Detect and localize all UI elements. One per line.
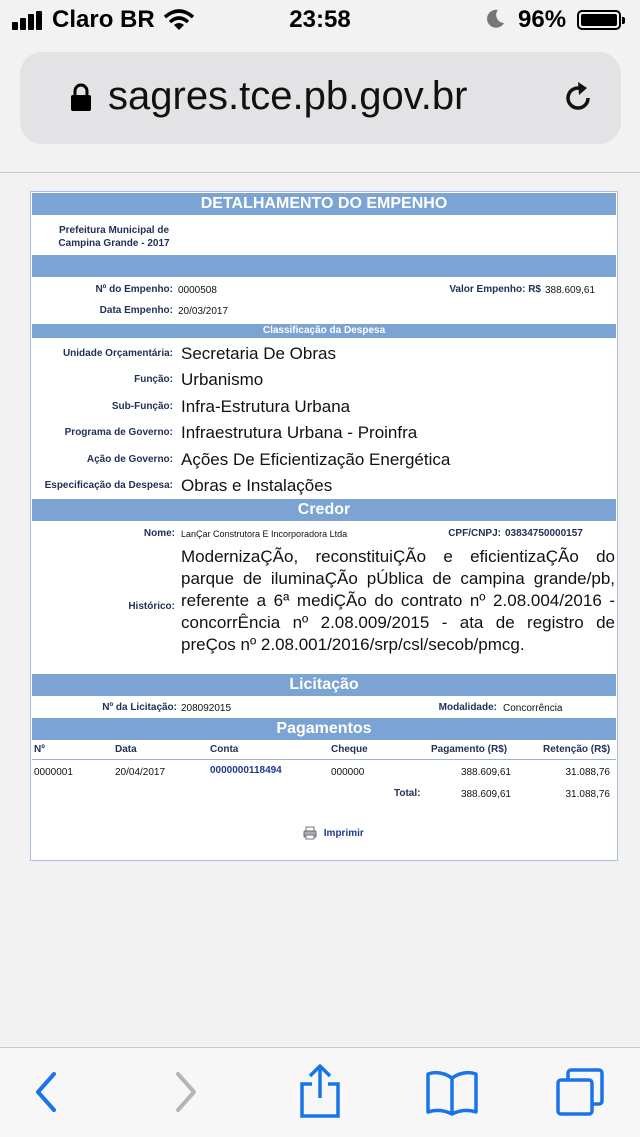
clock: 23:58 [289,6,351,33]
bidding-number: 208092015 [181,703,232,714]
address-bar[interactable] [20,52,621,144]
function-label: Função: [134,374,173,385]
empenho-panel [30,191,618,861]
page-title: DETALHAMENTO DO EMPENHO [32,193,616,215]
expense-spec-value: Obras e Instalações [181,476,333,495]
creditor-header: Credor [32,499,616,521]
payment-retention: 31.088,76 [565,767,610,778]
forward-icon[interactable] [172,1070,200,1114]
payment-number: 0000001 [34,767,73,778]
empenho-number-label: Nº do Empenho: [95,284,173,295]
carrier-name: Claro BR [52,6,155,33]
bidding-header: Licitação [32,674,616,696]
modality-value: Concorrência [503,703,563,714]
total-payment: 388.609,61 [460,789,511,800]
subfunction-value: Infra-Estrutura Urbana [181,397,351,416]
battery-icon [577,10,621,30]
classification-header: Classificação da Despesa [32,324,616,338]
payments-header: Pagamentos [32,718,616,740]
creditor-name-label: Nome: [143,528,175,539]
bookmarks-icon[interactable] [424,1068,480,1118]
entity-name: Prefeitura Municipal de Campina Grande - 2017 [58,225,170,249]
print-button[interactable] [303,826,364,840]
lock-icon [70,82,92,112]
program-value: Infraestrutura Urbana - Proinfra [181,423,418,442]
action-label: Ação de Governo: [86,454,173,465]
subfunction-label: Sub-Função: [111,401,173,412]
modality-label: Modalidade: [438,702,497,713]
history-label: Histórico: [128,601,175,612]
budget-unit-label: Unidade Orçamentária: [62,348,173,359]
empenho-date: 20/03/2017 [178,306,229,317]
col-numero: Nº [34,744,45,755]
print-label[interactable]: Imprimir [323,827,364,839]
col-retencao: Retenção (R$) [543,744,611,755]
payment-amount: 388.609,61 [460,767,511,778]
program-label: Programa de Governo: [64,427,173,438]
col-cheque: Cheque [331,744,368,755]
moon-icon [484,8,506,30]
bidding-number-label: Nº da Licitação: [102,702,177,713]
budget-unit-value: Secretaria De Obras [181,344,336,363]
history-text: ModernizaÇÃo, reconstituiÇÃo e eficientizaÇÃo do parque de iluminaÇÃo pÚblica de campina grande/pb, referente a 6ª mediÇÃo do contrato nº 2.08.004/2016 - concorrÊncia nº 2.08.009/2015 - ata de registro de preÇos nº 2.08.001/2016/srp/csl/secob/pmcg. [181,547,615,654]
col-conta: Conta [210,744,239,755]
spacer-bar [32,255,616,277]
expense-spec-label: Especificação da Despesa: [44,480,173,491]
cpf-cnpj: 03834750000157 [505,528,583,539]
empenho-number: 0000508 [178,285,217,296]
empenho-value-label: Valor Empenho: R$ [449,284,541,295]
col-pagamento: Pagamento (R$) [431,744,508,755]
total-label: Total: [394,788,421,799]
url-text[interactable]: sagres.tce.pb.gov.br [108,74,468,118]
total-retention: 31.088,76 [565,789,610,800]
creditor-name: LanÇar Construtora E Incorporadora Ltda [181,529,348,539]
status-bar [0,0,640,40]
printer-icon [303,826,317,840]
browser-toolbar [0,1047,640,1137]
empenho-date-label: Data Empenho: [99,305,173,316]
back-icon[interactable] [32,1070,60,1114]
table-divider [32,759,616,760]
payment-account-link[interactable]: 0000000118494 [210,765,282,776]
tabs-icon[interactable] [554,1066,606,1118]
reload-icon[interactable] [560,80,596,116]
action-value: Ações De Eficientização Energética [181,450,451,469]
function-value: Urbanismo [181,370,264,389]
cpf-cnpj-label: CPF/CNPJ: [448,528,501,539]
col-data: Data [115,744,137,755]
share-icon[interactable] [298,1062,342,1120]
battery-percent: 96% [518,6,567,33]
payment-cheque: 000000 [331,767,365,778]
payment-date: 20/04/2017 [115,767,166,778]
empenho-value: 388.609,61 [545,285,596,296]
